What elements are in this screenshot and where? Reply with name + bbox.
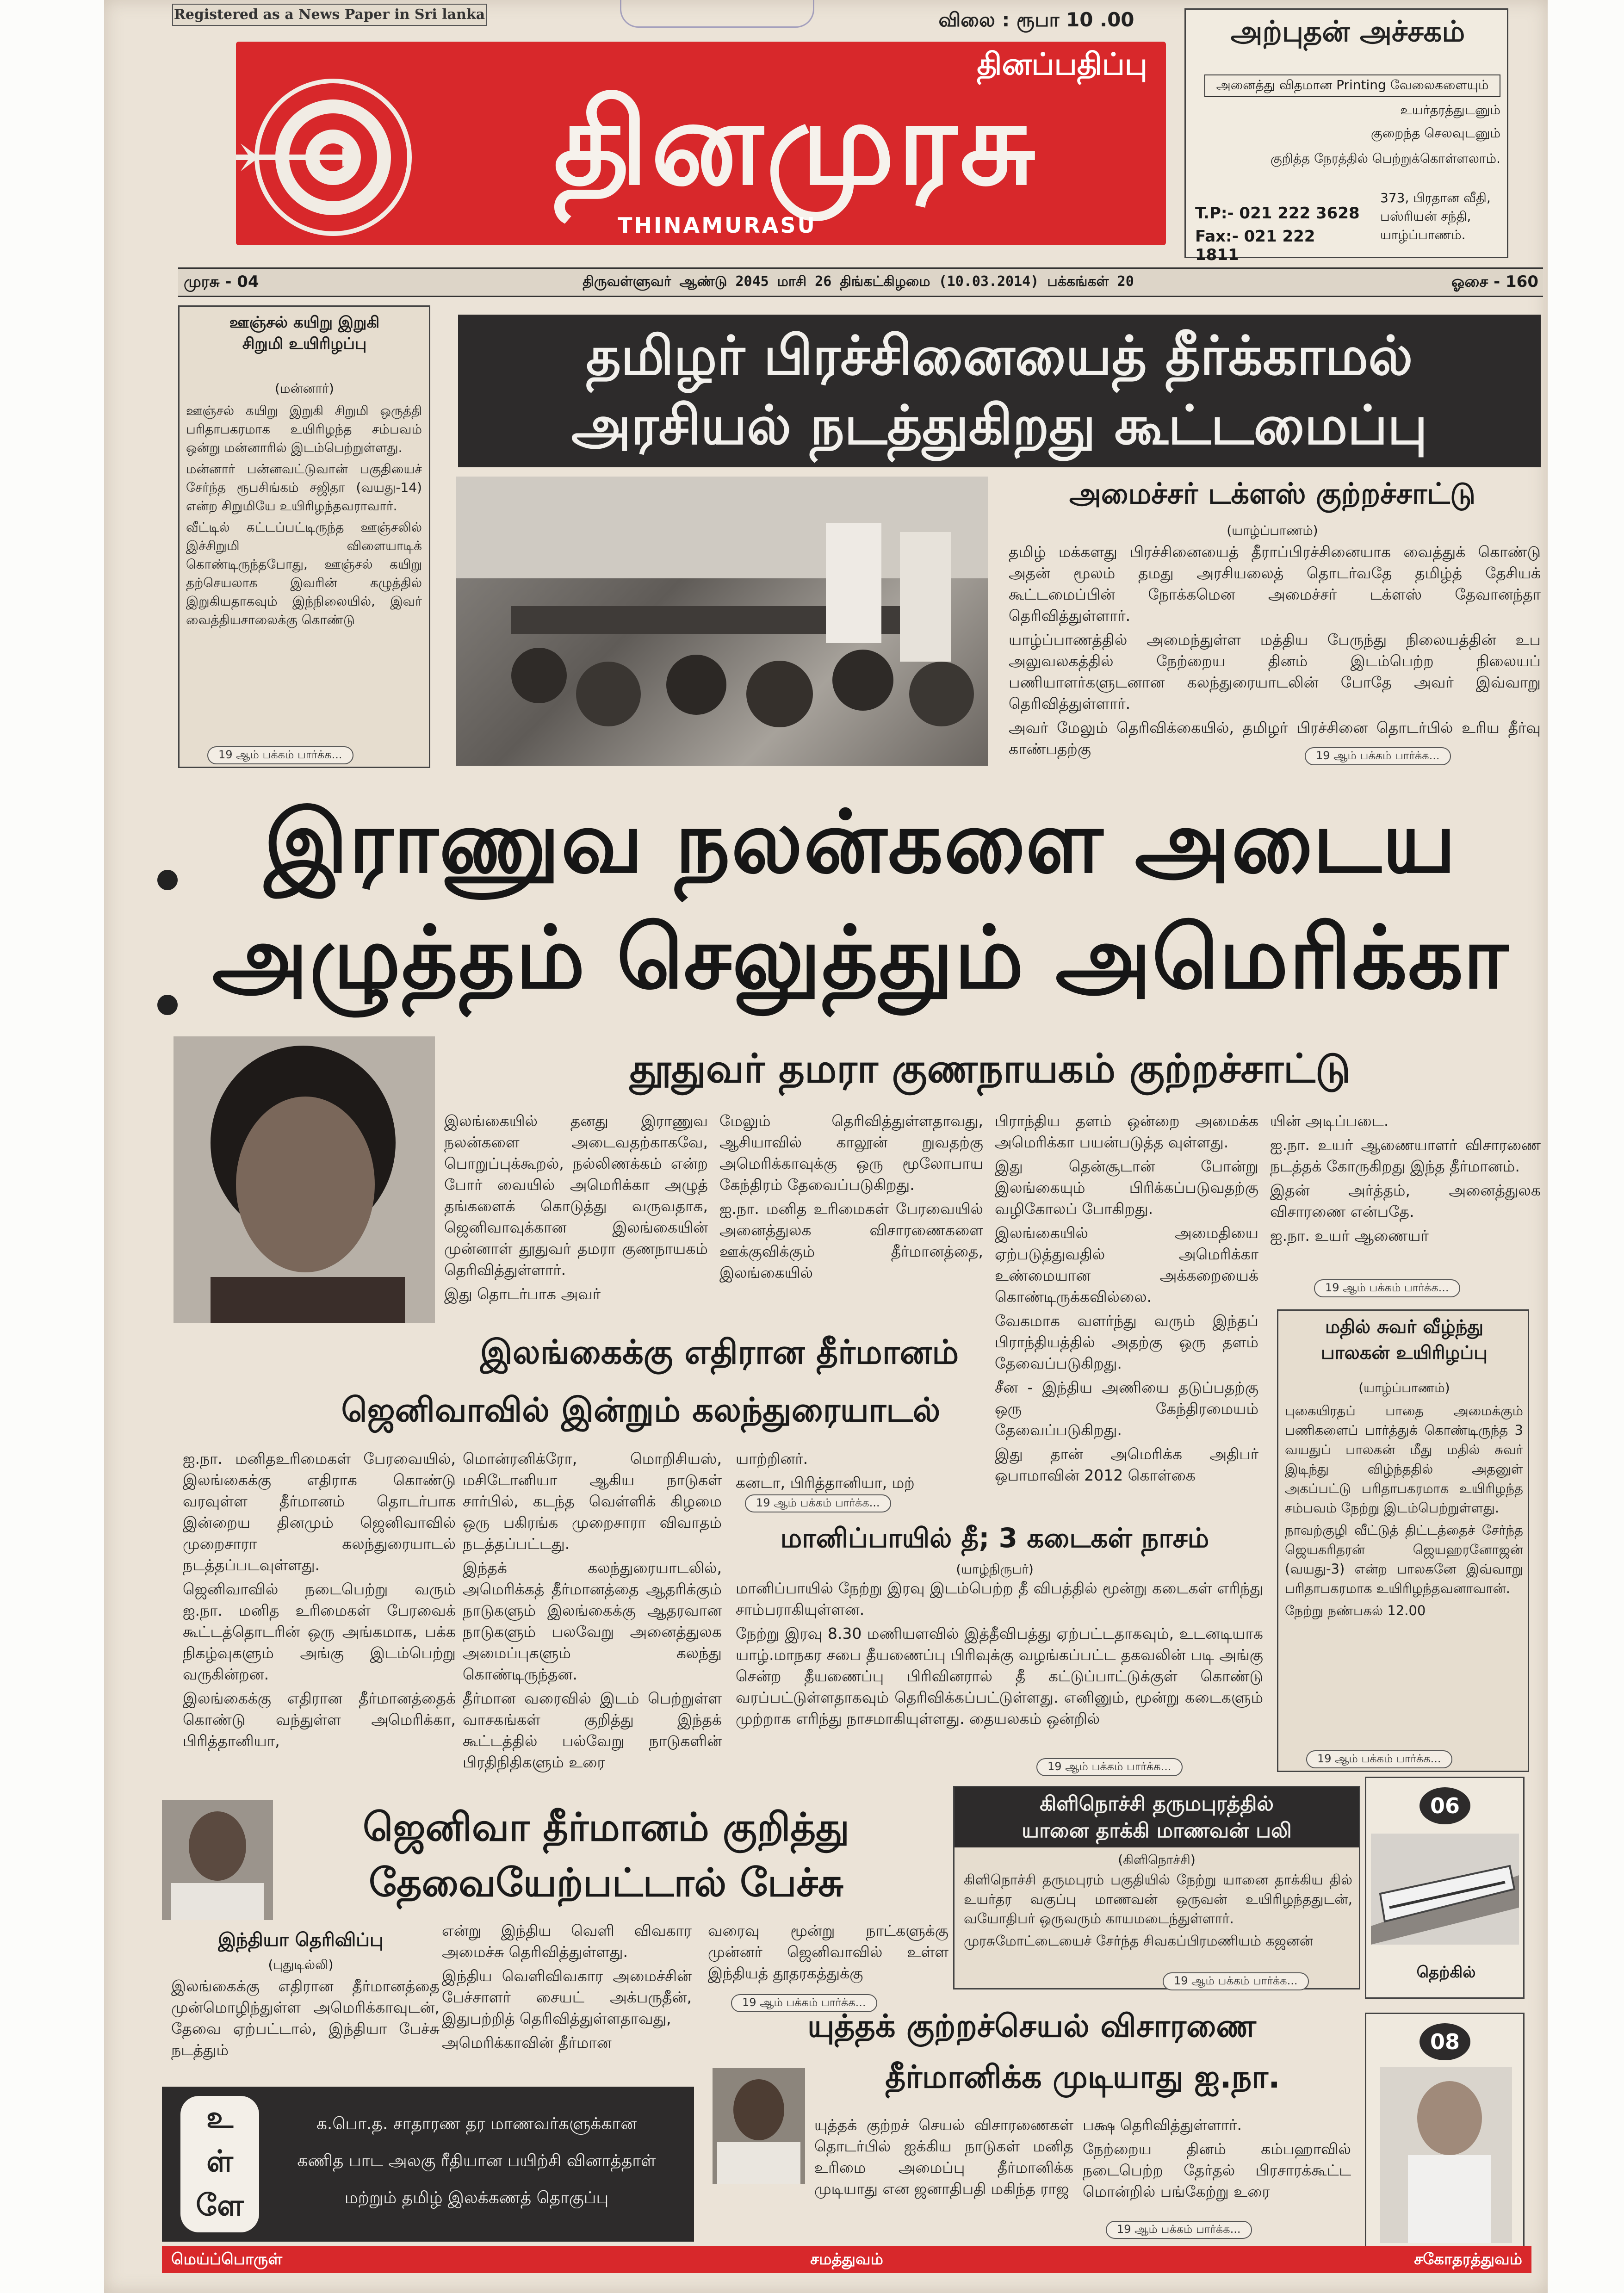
ad-address-1: 373, பிரதான வீதி, — [1380, 190, 1491, 205]
india-col2-text: என்று இந்திய வெளி விவகார அமைச்சு தெரிவித்துள்ளது. — [442, 1921, 692, 1961]
ad-phone: T.P:- 021 222 3628 — [1195, 204, 1360, 223]
elephant-body — [964, 1871, 1352, 1972]
teaser-06[interactable] — [1365, 1777, 1525, 1999]
ad-title: அற்புதன் அச்சகம் — [1230, 14, 1465, 48]
swing-place: (மன்னார்) — [275, 381, 334, 396]
fire-see-page[interactable]: 19 ஆம் பக்கம் பார்க்க... — [1036, 1758, 1183, 1776]
lead-headline-1: தமிழர் பிரச்சினையைத் தீர்க்காமல் — [586, 325, 1413, 387]
ad-line-4: குறித்த நேரத்தில் பெற்றுக்கொள்ளலாம். — [1271, 151, 1500, 166]
fire-headline: மானிப்பாயில் தீ; 3 கடைகள் நாசம் — [780, 1522, 1209, 1554]
lead-see-page[interactable]: 19 ஆம் பக்கம் பார்க்க... — [1305, 747, 1451, 765]
lead-subheadline: அமைச்சர் டக்ளஸ் குற்றச்சாட்டு — [1069, 477, 1476, 510]
elephant-para-1: கிளிநொச்சி தருமபுரம் பகுதியில் நேற்று யானை தாக்கிய தில் உயர்தர வகுப்பு மாணவன் ஒருவன் உயிரிழந்ததுடன், வயோதிபர் ஒருவரும் காயமடைந்துள்ளார். — [964, 1872, 1352, 1927]
india-col3-text: வரைவு மூன்று நாட்களுக்கு முன்னர் ஜெனிவாவில் உள்ள இந்தியத் தூதரகத்துக்கு — [708, 1921, 948, 1982]
issue-date: திருவள்ளுவர் ஆண்டு 2045 மாசி 26 திங்கட்கிழமை (10.03.2014) பக்கங்கள் 20 — [583, 273, 1134, 290]
inside-box[interactable] — [162, 2087, 694, 2242]
geneva-col2-text: மொன்ரனிக்ரோ, மொறிசியஸ், மசிடோனியா ஆகிய நாடுகள் சார்பில், கடந்த வெள்ளிக் கிழமை ஒரு பகிரங்க முறைசாரா விவாதம் நடத்தப்பட்டது. — [463, 1450, 722, 1553]
lead-body — [1009, 541, 1541, 759]
inside-label — [180, 2096, 259, 2232]
lead-place: (யாழ்ப்பாணம்) — [1227, 523, 1318, 538]
wall-para-1: புகையிரதப் பாதை அமைக்கும் பணிகளைப் பார்த்துக் கொண்டிருந்த 3 வயதுப் பாலகன் மீது மதில் சுவர் இடிந்து விழ்ந்ததில் அதனுள் அகப்பட்டு பரிதாபகரமாக உயிரிழந்த சம்பவம் நேற்று இடம்பெற்றுள்ளது. — [1285, 1403, 1523, 1516]
geneva-col1-text-b: ஜெனிவாவில் நடைபெற்று வரும் ஐ.நா. மனித உரிமைகள் பேரவைக் கூட்டத்தொடரின் ஒரு அங்கமாக, பக்க நிகழ்வுகளும் அங்கு இடம்பெற்று வருகின்றன. — [183, 1580, 456, 1683]
elephant-see-page[interactable]: 19 ஆம் பக்கம் பார்க்க... — [1163, 1972, 1309, 1990]
main-headline-1: இராணுவ நலன்களை அடைய — [264, 792, 1457, 892]
india-col2-text-b: இந்திய வெளிவிவகார அமைச்சின் பேச்சாளர் சையட் அக்பருதீன், இதுபற்றித் தெரிவித்துள்ளதாவது, — [442, 1967, 692, 2027]
fire-para-1: மானிப்பாயில் நேற்று இரவு இடம்பெற்ற தீ விபத்தில் மூன்று கடைகள் எரிந்து சாம்பராகியுள்ளன. — [736, 1579, 1263, 1618]
main-col1-text-b: இது தொடர்பாக அவர் — [444, 1285, 601, 1303]
main-col3-text-d: வேகமாக வளர்ந்து வரும் இந்தப் பிராந்தியத்தில் அதற்கு ஒரு தளம் தேவைப்படுகிறது. — [995, 1312, 1258, 1372]
fire-place: (யாழ்நிருபர்) — [956, 1562, 1034, 1577]
binder-hole — [157, 870, 178, 890]
main-col3-text-c: இலங்கையில் அமைதியை ஏற்படுத்துவதில் அமெரிக்கா உண்மையான அக்கறையைக் கொண்டிருக்கவில்லை. — [995, 1224, 1258, 1306]
india-col1-text: இலங்கைக்கு எதிரான தீர்மானத்தை முன்மொழிந்துள்ள அமெரிக்காவுடன், தேவை ஏற்பட்டால், இந்தியா பேச்சு நடத்தும் — [171, 1977, 440, 2059]
un-see-page[interactable]: 19 ஆம் பக்கம் பார்க்க... — [1106, 2221, 1252, 2239]
main-col4-text-b: ஐ.நா. உயர் ஆணையாளர் விசாரணை நடத்தக் கோருகிறது இந்த தீர்மானம். — [1270, 1136, 1541, 1175]
main-col3-text-f: இது தான் அமெரிக்க அதிபர் ஒபாமாவின் 2012 கொள்கை — [995, 1445, 1258, 1484]
india-col-1 — [171, 1976, 440, 2077]
un-col1-text: யுத்தக் குற்றச் செயல் விசாரணைகள் தொடர்பில் ஐக்கிய நாடுகள் மனித உரிமை அமைப்பு தீர்மானிக்க முடியாது என ஜனாதிபதி மகிந்த ராஜ — [814, 2116, 1073, 2198]
fire-body — [736, 1578, 1263, 1772]
geneva-see-page[interactable]: 19 ஆம் பக்கம் பார்க்க... — [745, 1494, 891, 1512]
fire-para-2: நேற்று இரவு 8.30 மணியளவில் இத்தீவிபத்து ஏற்பட்டதாகவும், உடனடியாக யாழ்.மாநகர சபை தீயணைப்பு பிரிவுக்கு வழங்கப்பட்ட தகவலின் படி அங்கு சென்ற தீயணைப்பு பிரிவினரால் தீ கட்டுப்பாட்டுக்குள் கொண்டு வரப்பட்டுள்ளதாகவும் தெரிவிக்கப்பட்டுள்ளது. எனினும், மூன்று கடைகளும் முற்றாக எரிந்து நாசமாகியுள்ளது. தையலகம் ஒன்றில் — [736, 1624, 1263, 1728]
india-caption: இந்தியா தெரிவிப்பு — [218, 1929, 384, 1951]
un-col2-text-b: நேற்றைய தினம் கம்பஹாவில் நடைபெற்ற தேர்தல் பிரசாரக்கூட்ட மொன்றில் பங்கேற்று உரை — [1083, 2140, 1351, 2200]
ad-line-2: உயர்தரத்துடனும் — [1400, 102, 1500, 118]
osai-number: ஓசை - 160 — [1451, 273, 1538, 291]
registration-label: Registered as a News Paper in Sri lanka — [172, 4, 487, 26]
un-col-1 — [814, 2114, 1073, 2253]
swing-headline-2: சிறுமி உயிரிழப்பு — [242, 335, 367, 353]
main-col-4 — [1270, 1110, 1541, 1286]
teaser-08-number: 08 — [1419, 2023, 1470, 2060]
ad-address-2: பஸ்ரியன் சந்தி, — [1380, 209, 1471, 224]
geneva-headline-1: இலங்கைக்கு எதிரான தீர்மானம் — [480, 1332, 959, 1371]
main-col3-text-b: இது தென்சூடான் போன்று இலங்கையும் பிரிக்கப்படுவதற்கு வழிகோலப் போகிறது. — [995, 1157, 1258, 1218]
wall-body — [1285, 1401, 1523, 1748]
lead-headline-2: அரசியல் நடத்துகிறது கூட்டமைப்பு — [571, 394, 1428, 457]
swing-para-3: வீட்டில் கட்டப்பட்டிருந்த ஊஞ்சலில் இச்சிறுமி விளையாடிக் கொண்டிருந்தபோது, ஊஞ்சல் கயிறு தற்செயலாக இவரின் கழுத்தில் இறுகியதாகவும் இந்நிலையில், இவர் வைத்தியசாலைக்கு கொண்டு — [186, 520, 422, 627]
footer-bar — [162, 2246, 1531, 2273]
issue-number: முரசு - 04 — [184, 273, 259, 291]
inside-line-2: கணித பாட அலகு ரீதியான பயிற்சி வினாத்தாள் — [297, 2151, 656, 2170]
wall-headline-2: பாலகன் உயிரிழப்பு — [1320, 1342, 1488, 1363]
binder-hole — [157, 995, 178, 1015]
geneva-col-3 — [736, 1448, 995, 1499]
murasu-logo — [236, 79, 421, 236]
inside-line-3: மற்றும் தமிழ் இலக்கணத் தொகுப்பு — [344, 2188, 609, 2207]
swing-body — [186, 402, 422, 744]
player-photo — [1380, 2067, 1512, 2243]
india-col2-text-c: அமெரிக்காவின் தீர்மான — [442, 2033, 612, 2051]
elephant-headline-box — [955, 1787, 1359, 1847]
main-subheadline: தூதுவர் தமரா குணநாயகம் குற்றச்சாட்டு — [629, 1046, 1351, 1092]
main-col4-text-d: ஐ.நா. உயர் ஆணையர் — [1270, 1227, 1429, 1245]
teaser-06-number: 06 — [1419, 1787, 1470, 1824]
main-headline-2: அழுத்தம் செலுத்தும் அமெரிக்கா — [212, 907, 1509, 1008]
geneva-col3-text: யாற்றினர். — [736, 1450, 808, 1468]
geneva-headline-2: ஜெனிவாவில் இன்றும் கலந்துரையாடல் — [341, 1390, 941, 1429]
geneva-col-1 — [183, 1448, 456, 1800]
president-photo — [713, 2068, 805, 2184]
india-headline-2: தேவையேற்பட்டால் பேச்சு — [369, 1860, 843, 1905]
geneva-col1-text-c: இலங்கைக்கு எதிரான தீர்மானத்தைக் கொண்டு வந்துள்ள அமெரிக்கா, பிரித்தானியா, — [183, 1689, 456, 1750]
inside-line-1: க.பொ.த. சாதாரண தர மாணவர்களுக்கான — [316, 2114, 637, 2133]
inside-char-1: உ — [206, 2101, 234, 2135]
swing-headline-1: ஊஞ்சல் கயிறு இறுகி — [229, 313, 380, 332]
elephant-para-2: முரசுமோட்டையைச் சேர்ந்த சிவகப்பிரமணியம் கஜனன் — [964, 1933, 1313, 1949]
elephant-story — [953, 1786, 1360, 1989]
geneva-col-2 — [463, 1448, 722, 1800]
main-col2-text: மேலும் தெரிவித்துள்ளதாவது, ஆசியாவில் காலூன் றுவதற்கு அமெரிக்காவுக்கு ஒரு மூலோபாய கேந்திரம் தேவைப்படுகிறது. — [719, 1112, 983, 1194]
lead-para-1: தமிழ் மக்களது பிரச்சினையைத் தீராப்பிரச்சினையாக வைத்துக் கொண்டு அதன் மூலம் தமது அரசியலைத் தொடர்வதே தமிழ்த் தேசியக் கூட்டமைப்பின் நோக்கமென அமைச்சர் டக்ளஸ் தேவானந்தா தெரிவித்துள்ளார். — [1009, 543, 1541, 625]
main-col2-text-b: ஐ.நா. மனித உரிமைகள் பேரவையில் அனைத்துலக விசாரணைகளை ஊக்குவிக்கும் தீர்மானத்தை, இலங்கையில் — [719, 1200, 983, 1282]
elephant-headline-1: கிளிநொச்சி தருமபுரத்தில் — [1040, 1792, 1274, 1816]
main-col4-text-c: இதன் அர்த்தம், அனைத்துலக விசாரணை என்பதே. — [1270, 1181, 1541, 1221]
wall-story — [1277, 1309, 1529, 1772]
train-photo — [1371, 1834, 1519, 1945]
main-col-1 — [444, 1110, 708, 1309]
tamara-photo — [174, 1036, 435, 1323]
teaser-06-caption: தெற்கில் — [1416, 1963, 1476, 1982]
main-col-3 — [995, 1110, 1258, 1494]
lead-headline-box — [458, 315, 1541, 467]
teaser-08[interactable] — [1365, 2013, 1525, 2253]
india-see-page[interactable]: 19 ஆம் பக்கம் பார்க்க... — [731, 1994, 877, 2012]
main-col3-text-e: சீன - இந்திய அணியை தடுப்பதற்கு ஒரு கேந்திரமையம் தேவைப்படுகிறது. — [995, 1378, 1258, 1439]
swing-para-1: ஊஞ்சல் கயிறு இறுகி சிறுமி ஒருத்தி பரிதாபகரமாக உயிரிழந்த சம்பவம் ஒன்று மன்னாரில் இடம்பெற்றுள்ளது. — [186, 403, 422, 455]
geneva-col1-text: ஐ.நா. மனிதஉரிமைகள் பேரவையில், இலங்கைக்கு எதிராக கொண்டு வரவுள்ள தீர்மானம் தொடர்பாக இன்றைய தினமும் ஜெனிவாவில் முறைசாரா கலந்துரையாடல் நடத்தப்படவுள்ளது. — [183, 1450, 456, 1574]
wall-para-2: நாவற்குழி வீட்டுத் திட்டத்தைச் சேர்ந்த ஜெயகரிதரன் ஜெயஹரனோஜன் (வயது-3) என்ற பாலகனே இவ்வாறு பரிதாபகரமாக உயிரிழந்தவனாவான். — [1285, 1522, 1523, 1596]
main-col1-text: இலங்கையில் தனது இராணுவ நலன்களை அடைவதற்காகவே, பொறுப்புக்கூறல், நல்லிணக்கம் என்ற போர் வையில் அமெரிக்கா அழுத் தங்களைக் கொடுத்து வருவதாக, ஜெனிவாவுக்கான இலங்கையின் முன்னாள் தூதுவர் தமரா குணநாயகம் தெரிவித்துள்ளார். — [444, 1112, 708, 1279]
swing-para-2: மன்னார் பன்னவட்டுவான் பகுதியைச் சேர்ந்த ரூபசிங்கம் சஜிதா (வயது-14) என்ற சிறுமியே உயிரிழந்தவராவார். — [186, 461, 422, 514]
masthead-tagline: தினப்பதிப்பு — [977, 46, 1147, 82]
main-col-2 — [719, 1110, 983, 1309]
main-col4-text: யின் அடிப்படை. — [1270, 1112, 1389, 1130]
main-col3-text: பிராந்திய தளம் ஒன்றை அமைக்க அமெரிக்கா பயன்படுத்த வுள்ளது. — [995, 1112, 1258, 1151]
un-headline-1: யுத்தக் குற்றச்செயல் விசாரணை — [807, 2008, 1256, 2045]
price-label: விலை : ரூபா 10 .00 — [938, 8, 1134, 31]
wall-see-page[interactable]: 19 ஆம் பக்கம் பார்க்க... — [1306, 1750, 1452, 1768]
ad-line-1: அனைத்து விதமான Printing வேலைகளையும் — [1204, 74, 1500, 97]
wall-headline-1: மதில் சுவர் வீழ்ந்து — [1325, 1316, 1484, 1338]
india-col-3 — [708, 1920, 948, 1999]
wall-place: (யாழ்ப்பாணம்) — [1358, 1380, 1450, 1395]
un-col2-text: பக்ஷ தெரிவித்துள்ளார். — [1083, 2116, 1242, 2134]
un-headline-2: தீர்மானிக்க முடியாது ஐ.நா. — [885, 2059, 1280, 2095]
ad-fax: Fax:- 021 222 1811 — [1195, 227, 1315, 264]
spokesman-photo — [162, 1800, 273, 1920]
geneva-col2-text-c: தீர்மான வரைவில் இடம் பெற்றுள்ள வாசகங்கள் குறித்து இந்தக் கூட்டத்தில் பல்வேறு நாடுகளின் பிரதிநிதிகளும் உரை — [463, 1689, 722, 1771]
un-col-2 — [1083, 2114, 1351, 2207]
lead-para-2: யாழ்ப்பாணத்தில் அமைந்துள்ள மத்திய பேருந்து நிலையத்தின் உப அலுவலகத்தில் நேற்றைய தினம் இடம்பெற்ற நிலையப் பணியாளர்களுடனான கலந்துரையாடலின் போதே அவர் இவ்வாறு தெரிவித்துள்ளார். — [1009, 631, 1541, 713]
india-col-2 — [442, 1920, 692, 2077]
main-see-page[interactable]: 19 ஆம் பக்கம் பார்க்க... — [1314, 1279, 1460, 1297]
geneva-col3-text-b: கனடா, பிரித்தானியா, மற் — [736, 1474, 915, 1492]
swing-see-page[interactable]: 19 ஆம் பக்கம் பார்க்க... — [207, 746, 353, 764]
inside-char-2: ள் — [206, 2144, 233, 2179]
elephant-headline-2: யானை தாக்கி மாணவன் பலி — [1022, 1819, 1292, 1842]
masthead-title-en: THINAMURASU — [618, 213, 817, 238]
printing-ad — [1184, 8, 1508, 264]
ink-stamp — [620, 0, 814, 28]
lead-para-3: அவர் மேலும் தெரிவிக்கையில், தமிழர் பிரச்சினை தொடர்பில் உரிய தீர்வு காண்பதற்கு — [1009, 719, 1541, 758]
footer-center: சமத்துவம் — [810, 2250, 883, 2268]
dateline-bar — [178, 267, 1543, 297]
footer-left: மெய்ப்பொருள் — [171, 2250, 282, 2268]
wall-para-3: நேற்று நண்பகல் 12.00 — [1285, 1603, 1426, 1618]
ad-line-3: குறைந்த செலவுடனும் — [1370, 125, 1500, 141]
india-headline-1: ஜெனிவா தீர்மானம் குறித்து — [363, 1804, 849, 1850]
inside-char-3: ளே — [196, 2188, 244, 2223]
elephant-place: (கிளிநொச்சி) — [1118, 1852, 1196, 1867]
geneva-col2-text-b: இந்தக் கலந்துரையாடலில், அமெரிக்கத் தீர்மானத்தை ஆதரிக்கும் நாடுகளும் இலங்கைக்கு ஆதரவான நாடுகளும் பலவேறு அனைத்துலக அமைப்புகளும் கலந்து கொண்டிருந்தன. — [463, 1559, 722, 1683]
footer-right: சகோதரத்துவம் — [1414, 2250, 1522, 2268]
ad-address-3: யாழ்ப்பாணம். — [1380, 227, 1466, 242]
masthead-title: தினமுரசு — [553, 76, 1038, 211]
meeting-photo — [456, 477, 988, 766]
swing-story — [178, 305, 430, 768]
india-place: (புதுடில்லி) — [268, 1957, 334, 1972]
